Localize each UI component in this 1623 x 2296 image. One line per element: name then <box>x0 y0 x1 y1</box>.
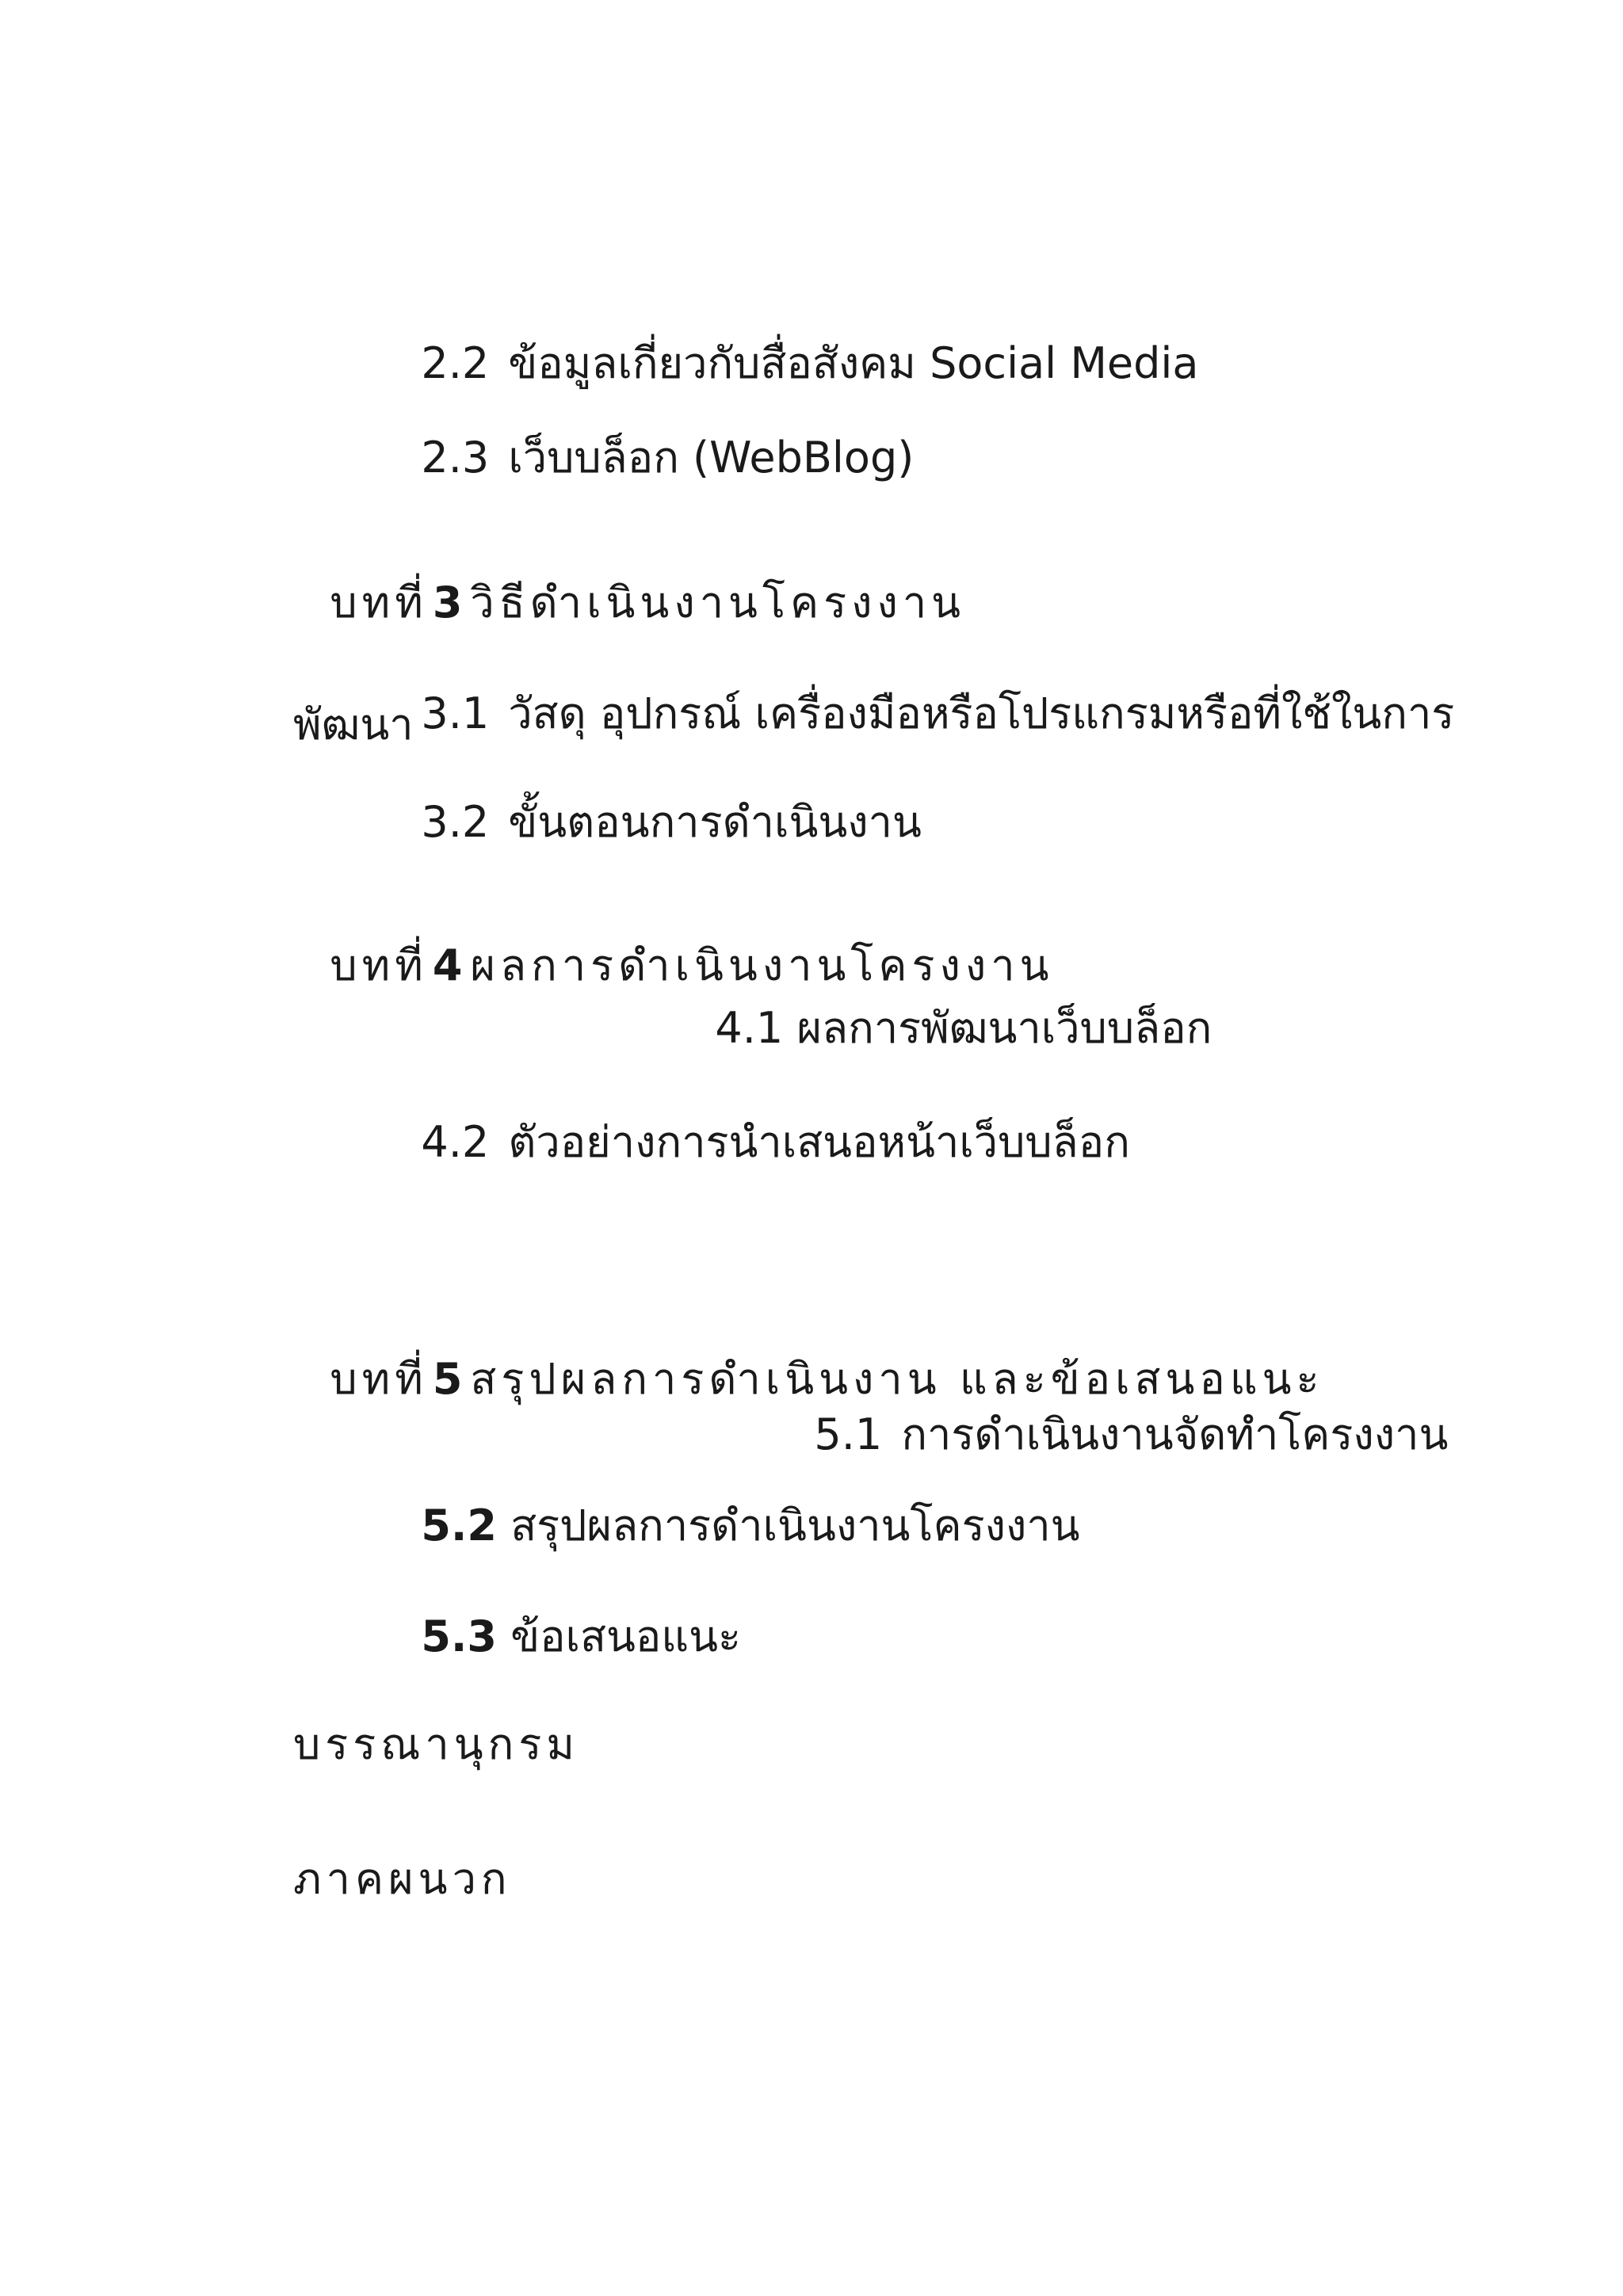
toc-item-number: 4.1 <box>715 1003 784 1053</box>
toc-item-2-3 <box>394 394 915 482</box>
toc-item-number: 4.2 <box>421 1117 490 1167</box>
toc-item-5-3 <box>394 1573 742 1661</box>
toc-appendix: ภาคผนวก <box>293 1854 512 1904</box>
toc-chapter-3 <box>293 539 966 627</box>
chapter-prefix: บทที่ <box>330 1354 428 1404</box>
toc-item-text: วัสดุ อุปกรณ์ เครื่องมือหรือโปรแกรมหรือที่ใช้ในการ <box>508 688 1455 738</box>
toc-item-number: 5.1 <box>814 1409 883 1459</box>
toc-item-3-1 <box>394 650 1455 738</box>
toc-item-number: 3.2 <box>421 797 490 847</box>
toc-item-text: ตัวอย่างการนำเสนอหน้าเว็บบล็อก <box>508 1117 1130 1167</box>
chapter-prefix: บทที่ <box>330 578 428 627</box>
toc-item-text: ขั้นตอนการดำเนินงาน <box>508 797 922 847</box>
chapter-title: ผลการดำเนินงานโครงงาน <box>470 940 1054 990</box>
toc-item-5-2 <box>394 1462 1080 1550</box>
toc-item-5-1 <box>787 1371 1449 1459</box>
toc-item-4-1 <box>688 964 1212 1053</box>
toc-item-text: การดำเนินงานจัดทำโครงงาน <box>901 1409 1449 1459</box>
toc-item-text: สรุปผลการดำเนินงานโครงงาน <box>510 1501 1080 1550</box>
toc-item-number: 2.3 <box>421 433 490 482</box>
toc-item-3-2 <box>394 758 922 847</box>
toc-item-number: 3.1 <box>421 688 490 738</box>
chapter-number: 5 <box>432 1354 463 1404</box>
chapter-title: วิธีดำเนินงานโครงงาน <box>470 578 966 627</box>
toc-item-number: 5.3 <box>421 1611 498 1661</box>
toc-item-number: 2.2 <box>421 338 490 388</box>
toc-item-text: ข้อมูลเกี่ยวกับสื่อสังคม Social Media <box>508 338 1199 388</box>
chapter-number: 4 <box>432 940 463 990</box>
chapter-title: สรุปผลการดำเนินงาน และข้อเสนอแนะ <box>470 1354 1324 1404</box>
toc-item-3-1-continuation: พัฒนา <box>293 700 414 749</box>
chapter-prefix: บทที่ <box>330 940 428 990</box>
toc-item-number: 5.2 <box>421 1501 498 1550</box>
chapter-number: 3 <box>432 578 463 627</box>
toc-item-4-2 <box>394 1078 1130 1167</box>
toc-bibliography: บรรณานุกรม <box>293 1719 579 1769</box>
toc-item-text: ข้อเสนอแนะ <box>510 1611 742 1661</box>
toc-item-text: เว็บบล็อก (WebBlog) <box>508 433 915 482</box>
toc-item-2-2 <box>394 299 1199 388</box>
toc-item-text: ผลการพัฒนาเว็บบล็อก <box>796 1003 1212 1053</box>
